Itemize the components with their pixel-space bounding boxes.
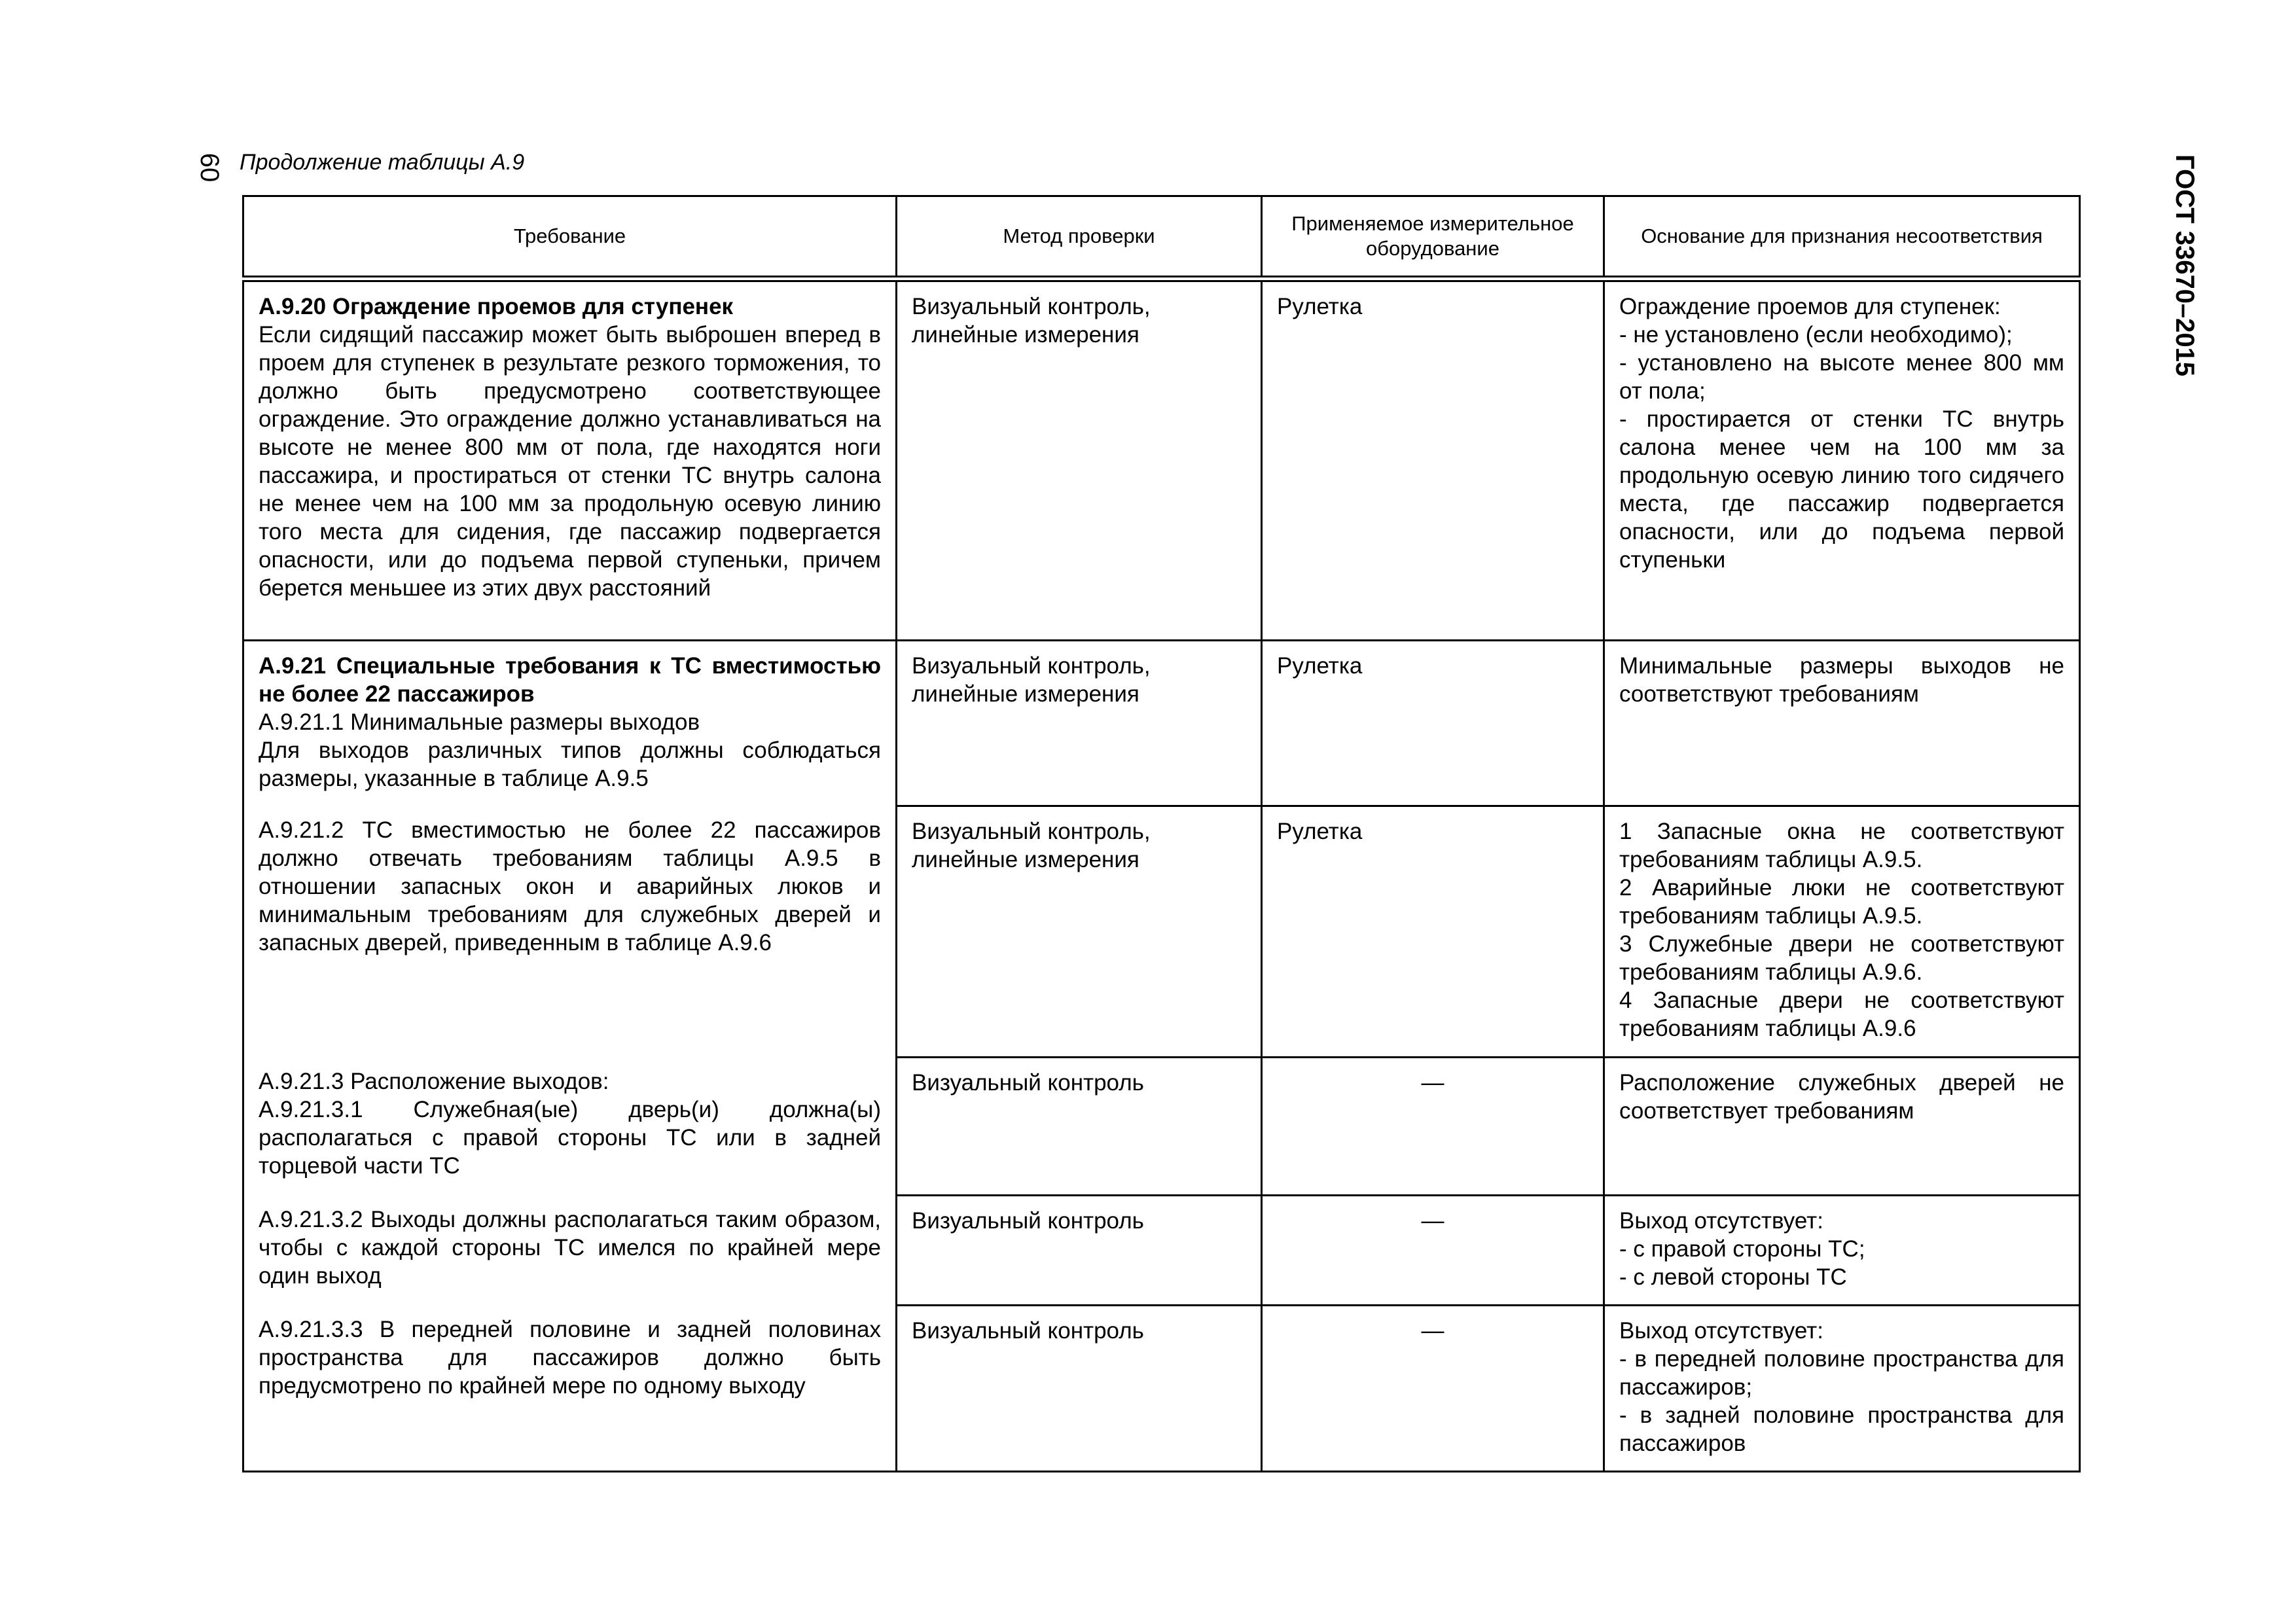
method-cell: Визуальный контроль, линейные измерения	[897, 806, 1262, 1057]
equipment-cell: Рулетка	[1262, 806, 1604, 1057]
requirement-line: А.9.21.3 Расположение выходов:	[259, 1069, 609, 1094]
table-row	[243, 1195, 2080, 1305]
basis-line: Минимальные размеры выходов не соответствуют требованиям	[1619, 652, 2064, 707]
method-cell: Визуальный контроль	[897, 1305, 1262, 1471]
requirement-text: А.9.21.3.3 В передней половине и задней половинах пространства для пассажиров должно быть предусмотрено по крайней мере по одному выходу	[259, 1317, 881, 1399]
basis-line: Выход отсутствует:	[1619, 1207, 1823, 1234]
method-cell: Визуальный контроль, линейные измерения	[897, 279, 1262, 640]
requirement-cell	[243, 279, 897, 640]
requirement-cell	[243, 1057, 897, 1195]
requirements-table	[242, 195, 2081, 1472]
basis-line: Ограждение проемов для ступенек:	[1619, 294, 2001, 319]
column-header-method: Метод проверки	[897, 196, 1262, 279]
column-header-requirement: Требование	[243, 196, 897, 279]
table-row	[243, 1057, 2080, 1195]
basis-cell	[1604, 279, 2080, 640]
requirement-line: Для выходов различных типов должны соблюдаться размеры, указанные в таблице А.9.5	[259, 737, 881, 791]
basis-line: 1 Запасные окна не соответствуют требованиям таблицы А.9.5.	[1619, 818, 2064, 872]
column-header-basis: Основание для признания несоответствия	[1604, 196, 2080, 279]
basis-line: Расположение служебных дверей не соответствует требованиям	[1619, 1069, 2064, 1124]
equipment-cell: Рулетка	[1262, 279, 1604, 640]
standard-designation-wrap	[2166, 154, 2206, 429]
requirement-cell	[243, 640, 897, 806]
requirement-cell	[243, 1305, 897, 1471]
basis-line: - с левой стороны ТС	[1619, 1264, 1847, 1290]
basis-line: - установлено на высоте менее 800 мм от пола;	[1619, 350, 2064, 404]
standard-designation: ГОСТ 33670–2015	[2170, 154, 2199, 377]
basis-line: Выход отсутствует:	[1619, 1317, 1823, 1344]
page-number: 60	[195, 152, 224, 183]
basis-line: - с правой стороны ТС;	[1619, 1236, 1865, 1262]
requirement-cell	[243, 806, 897, 1057]
basis-cell	[1604, 806, 2080, 1057]
requirement-text: А.9.21.3.2 Выходы должны располагаться таким образом, чтобы с каждой стороны ТС имелся по крайней мере один выход	[259, 1207, 881, 1289]
requirement-text: А.9.21.2 ТС вместимостью не более 22 пассажиров должно отвечать требованиям таблицы А.9.5 в отношении запасных окон и аварийных люков и минимальным требованиям для служебных дверей и запасных дверей, приведенным в таблице А.9.6	[259, 817, 881, 955]
basis-cell	[1604, 1305, 2080, 1471]
equipment-cell: —	[1262, 1195, 1604, 1305]
table-caption: Продолжение таблицы А.9	[240, 150, 525, 175]
basis-line: 2 Аварийные люки не соответствуют требованиям таблицы А.9.5.	[1619, 874, 2064, 929]
table-row	[243, 640, 2080, 806]
table-header-row	[243, 196, 2080, 279]
basis-line: - в передней половине пространства для пассажиров;	[1619, 1346, 2064, 1400]
table-row	[243, 1305, 2080, 1471]
basis-line: 4 Запасные двери не соответствуют требованиям таблицы А.9.6	[1619, 987, 2064, 1041]
basis-line: - в задней половине пространства для пассажиров	[1619, 1402, 2064, 1456]
method-cell: Визуальный контроль, линейные измерения	[897, 640, 1262, 806]
basis-cell	[1604, 640, 2080, 806]
equipment-cell: —	[1262, 1305, 1604, 1471]
column-header-equipment: Применяемое измерительное оборудование	[1262, 196, 1604, 279]
basis-cell	[1604, 1195, 2080, 1305]
requirement-line: А.9.21.1 Минимальные размеры выходов	[259, 709, 700, 735]
table-row	[243, 806, 2080, 1057]
requirement-cell	[243, 1195, 897, 1305]
basis-line: - не установлено (если необходимо);	[1619, 322, 2013, 348]
requirement-title: А.9.20 Ограждение проемов для ступенек	[259, 294, 734, 319]
basis-line: - простирается от стенки ТС внутрь салона менее чем на 100 мм за продольную осевую линию того сидячего места, где пассажир подвергается опасности, или до подъема первой ступеньки	[1619, 406, 2064, 573]
method-cell: Визуальный контроль	[897, 1057, 1262, 1195]
equipment-cell: Рулетка	[1262, 640, 1604, 806]
requirement-title: А.9.21 Специальные требования к ТС вместимостью не более 22 пассажиров	[259, 652, 881, 707]
basis-cell	[1604, 1057, 2080, 1195]
table-row	[243, 279, 2080, 640]
equipment-cell: —	[1262, 1057, 1604, 1195]
method-cell: Визуальный контроль	[897, 1195, 1262, 1305]
requirement-text: Если сидящий пассажир может быть выброшен вперед в проем для ступенек в результате резкого торможения, то должно быть предусмотрено соответствующее ограждение. Это ограждение должно устанавливаться на высоте не менее 800 мм от пола, где находятся ноги пассажира, и простираться от стенки ТС внутрь салона не менее чем на 100 мм за продольную осевую линию того места для сидения, где пассажир подвергается опасности, или до подъема первой ступеньки, причем берется меньшее из этих двух расстояний	[259, 322, 881, 601]
basis-line: 3 Служебные двери не соответствуют требованиям таблицы А.9.6.	[1619, 931, 2064, 985]
requirement-line: А.9.21.3.1 Служебная(ые) дверь(и) должна(ы) располагаться с правой стороны ТС или в задней торцевой части ТС	[259, 1097, 881, 1179]
